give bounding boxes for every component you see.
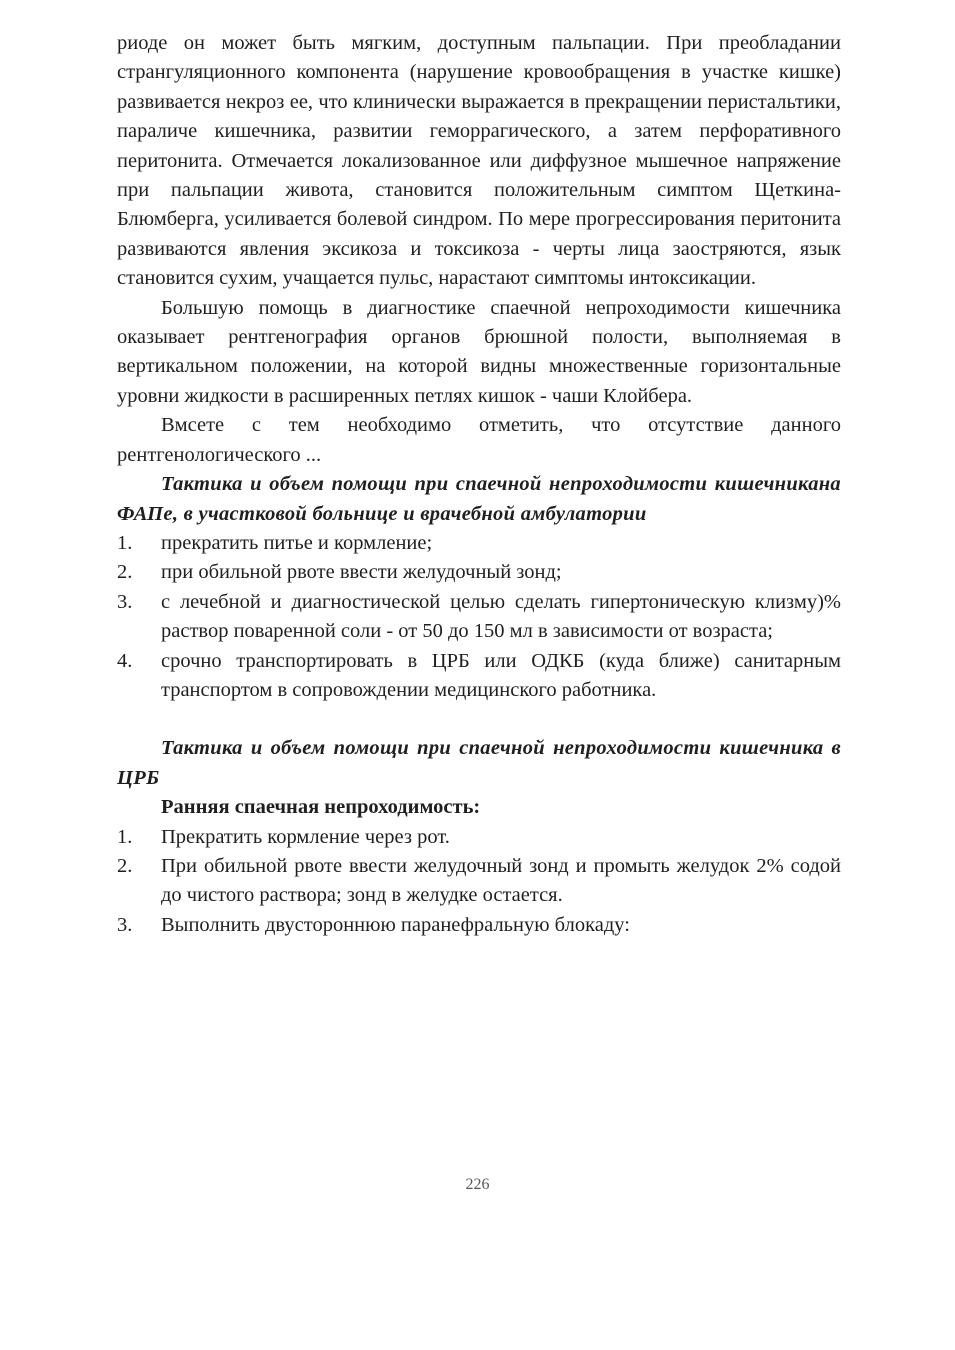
paragraph-radiography: Большую помощь в диагностике спаечной непроходимости кишечника оказывает рентгенография органов брюшной полости, выполняемая в вертикальном положении, на которой видны множественные горизонтальные уровни жидкости в расширенных петлях кишок - чаши Клойбера. [117, 296, 841, 407]
heading-line: Тактика и объем помощи при спаечной непроходимости [161, 473, 708, 496]
list-item-text: прекратить питье и кормление; [161, 531, 433, 554]
list-item-number: 1. [117, 825, 133, 848]
fap-steps-list [117, 529, 841, 705]
paragraph-peritonitis: риоде он может быть мягким, доступным пальпации. При преобладании странгуляционного компонента (нарушение кровообращения в участке кишке) развивается некроз ее, что клинически выражается в прекращении перистальтики, параличе кишечника, развитии геморрагического, а затем перфоративного перитонита. Отмечается локализованное или диффузное мышечное напряжение при пальпации живота, становится положительным симптом Щеткина-Блюмберга, усиливается болевой синдром. По мере прогрессирования перитонита развиваются явления эксикоза и токсикоза - черты лица заостряются, язык становится сухим, учащается пульс, нарастают симптомы интоксикации. [117, 32, 841, 290]
list-item-text: срочно транспортировать в ЦРБ или ОДКБ (куда ближе) санитарным транспортом в сопровождении медицинского работника. [161, 649, 841, 701]
list-item-number: 3. [117, 913, 133, 936]
list-item-text: при обильной рвоте ввести желудочный зонд; [161, 561, 562, 584]
list-item-number: 3. [117, 590, 133, 613]
list-item [117, 852, 841, 911]
list-item [117, 558, 841, 587]
list-item [117, 588, 841, 647]
list-item-text: При обильной рвоте ввести желудочный зонд и промыть желудок 2% содой до чистого раствора; зонд в желудке остается. [161, 854, 841, 907]
section-heading-fap [117, 470, 841, 529]
list-item-number: 2. [117, 854, 133, 877]
list-item-number: 4. [117, 649, 133, 672]
heading-line: кишечникана ФАПе, в участковой больнице и врачебной [117, 473, 841, 525]
list-item [117, 911, 841, 940]
paragraph-radiology-note: Вмсете с тем необходимо отметить, что отсутствие данного рентгенологического ... [117, 414, 841, 466]
list-item-text: Прекратить кормление через рот. [161, 825, 450, 848]
list-item-number: 2. [117, 561, 133, 584]
page-number: 226 [465, 1176, 490, 1193]
heading-line: кишечника в ЦРБ [117, 737, 841, 789]
section-spacer [117, 705, 841, 734]
subheading-early-adhesive: Ранняя спаечная непроходимость: [161, 796, 481, 819]
crb-steps-list [117, 823, 841, 941]
list-item [117, 529, 841, 558]
list-item [117, 823, 841, 852]
list-item [117, 647, 841, 706]
list-item-text: Выполнить двустороннюю паранефральную блокаду: [161, 913, 630, 936]
heading-line: амбулатории [520, 502, 647, 525]
text-body [117, 29, 841, 940]
list-item-number: 1. [117, 531, 133, 554]
heading-line: Тактика и объем помощи при спаечной непроходимости [161, 737, 712, 760]
list-item-text: с лечебной и диагностической целью сделать гипертоническую клизму)% раствор поваренной соли - от 50 до 150 мл в зависимости от возраста; [161, 590, 841, 643]
section-heading-crb [117, 734, 841, 793]
